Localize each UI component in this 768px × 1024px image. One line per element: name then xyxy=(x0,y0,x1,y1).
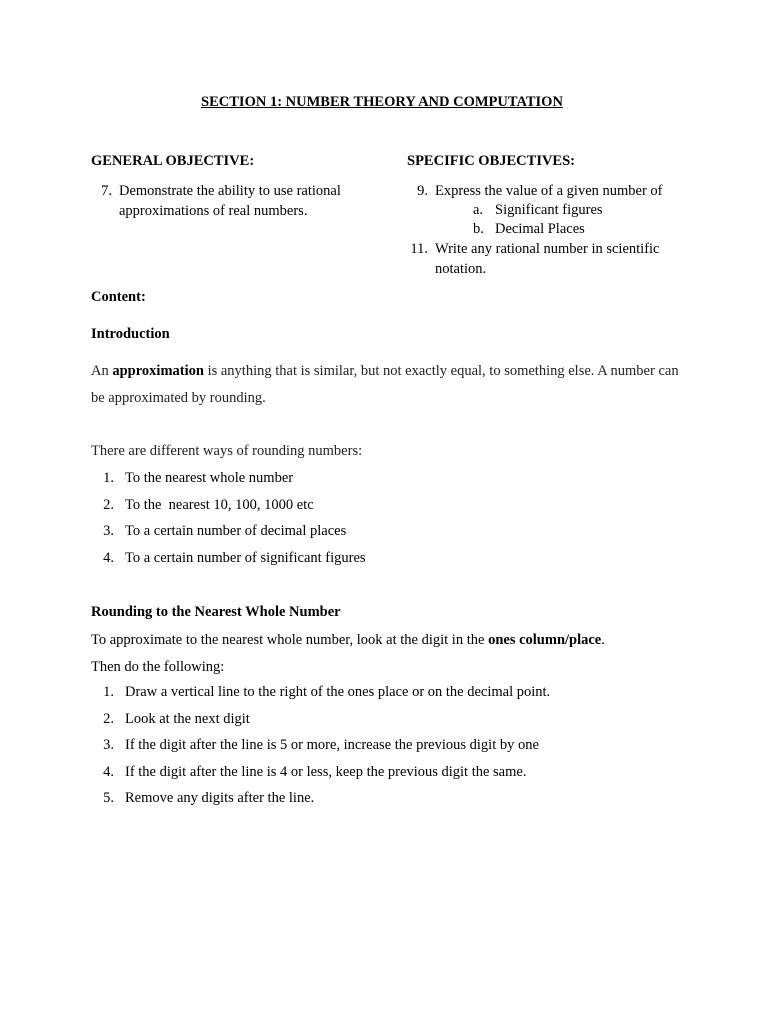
list-item xyxy=(91,518,691,545)
list-number: 3. xyxy=(103,523,114,540)
item-text: Write any rational number in scientific notation. xyxy=(435,241,660,277)
list-number: 2. xyxy=(103,496,114,513)
list-item xyxy=(91,492,691,519)
specific-subitem xyxy=(407,201,697,220)
list-number: 1. xyxy=(103,470,114,486)
list-number: 2. xyxy=(103,710,114,727)
list-text: If the digit after the line is 5 or more, increase the previous digit by one xyxy=(125,737,539,754)
list-text: To the nearest 10, 100, 1000 etc xyxy=(125,496,314,513)
list-item xyxy=(91,545,691,572)
subitem-text: Significant figures xyxy=(495,202,603,218)
list-item xyxy=(91,706,691,733)
general-objective-heading: GENERAL OBJECTIVE: xyxy=(91,153,255,169)
intro-text-post: is anything that is similar, but not exactly equal, to something else. A number can be approximated by rounding. xyxy=(91,363,679,406)
list-item xyxy=(91,679,691,706)
subitem-letter: a. xyxy=(473,202,484,218)
content-label: Content: xyxy=(91,289,146,305)
specific-objective-item xyxy=(407,181,697,201)
specific-objectives-column xyxy=(407,153,697,279)
list-item xyxy=(91,732,691,759)
rounding-text-post: . xyxy=(601,632,605,648)
introduction-heading: Introduction xyxy=(91,326,170,342)
rounding-ways-list xyxy=(91,465,691,571)
item-number: 11. xyxy=(410,241,428,257)
list-item xyxy=(91,785,691,812)
subitem-text: Decimal Places xyxy=(495,221,585,237)
list-text: To a certain number of decimal places xyxy=(125,523,347,540)
rounding-steps-list xyxy=(91,679,691,812)
specific-objectives-heading: SPECIFIC OBJECTIVES: xyxy=(407,153,575,169)
list-number: 3. xyxy=(103,737,114,754)
section-title: SECTION 1: NUMBER THEORY AND COMPUTATION xyxy=(201,94,563,110)
rounding-text-bold: ones column/place xyxy=(488,632,602,648)
introduction-paragraph xyxy=(91,358,686,412)
general-objective-column xyxy=(91,153,381,221)
intro-text-bold: approximation xyxy=(112,363,204,379)
item-text: Express the value of a given number of xyxy=(435,183,663,199)
specific-objective-item xyxy=(407,239,697,279)
general-objective-item xyxy=(91,181,381,221)
list-number: 1. xyxy=(103,684,114,700)
intro-text-pre: An xyxy=(91,363,113,379)
list-text: Look at the next digit xyxy=(125,710,250,727)
list-item xyxy=(91,465,691,492)
list-number: 4. xyxy=(103,549,114,566)
rounding-text-pre: To approximate to the nearest whole number, look at the digit in the xyxy=(91,632,489,648)
list-text: Remove any digits after the line. xyxy=(125,790,315,807)
list-text: To the nearest whole number xyxy=(125,470,294,486)
rounding-intro xyxy=(91,630,691,650)
item-text: Demonstrate the ability to use rational approximations of real numbers. xyxy=(119,183,341,219)
list-text: To a certain number of significant figures xyxy=(125,549,366,566)
rounding-heading: Rounding to the Nearest Whole Number xyxy=(91,604,341,620)
specific-subitem xyxy=(407,220,697,239)
list-number: 5. xyxy=(103,790,114,807)
list-number: 4. xyxy=(103,763,114,780)
list-text: If the digit after the line is 4 or less, keep the previous digit the same. xyxy=(125,763,527,780)
item-number: 7. xyxy=(101,183,112,199)
list-text: Draw a vertical line to the right of the ones place or on the decimal point. xyxy=(125,684,551,700)
subitem-letter: b. xyxy=(473,221,484,237)
item-number: 9. xyxy=(417,183,428,199)
ways-intro: There are different ways of rounding numbers: xyxy=(91,443,363,459)
then-text: Then do the following: xyxy=(91,659,225,675)
list-item xyxy=(91,759,691,786)
